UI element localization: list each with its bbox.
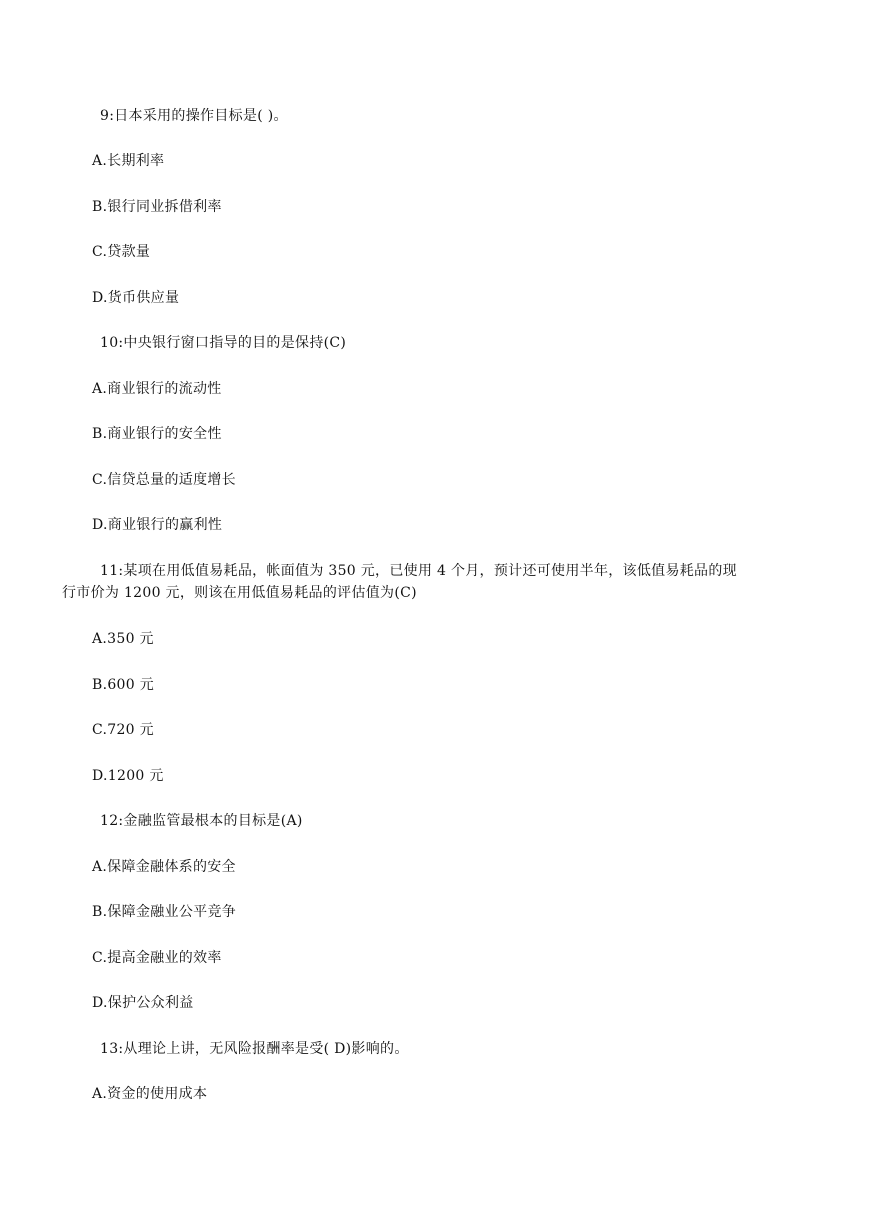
- question-12-option-d: D.保护公众利益: [92, 995, 194, 1011]
- question-13-stem: 13:从理论上讲，无风险报酬率是受( D)影响的。: [100, 1041, 409, 1057]
- question-13-option-a: A.资金的使用成本: [92, 1086, 208, 1102]
- question-11-stem-line-2: 行市价为 1200 元，则该在用低值易耗品的评估值为(C): [62, 585, 417, 601]
- question-10-stem: 10:中央银行窗口指导的目的是保持(C): [100, 335, 347, 351]
- question-10-option-a: A.商业银行的流动性: [92, 381, 222, 397]
- question-11-option-c: C.720 元: [92, 722, 154, 738]
- question-11-option-d: D.1200 元: [92, 768, 164, 784]
- question-12-option-b: B.保障金融业公平竞争: [92, 904, 237, 920]
- question-12-option-c: C.提高金融业的效率: [92, 950, 222, 966]
- question-9-option-d: D.货币供应量: [92, 290, 180, 306]
- question-10-option-d: D.商业银行的赢利性: [92, 517, 223, 533]
- question-10-option-c: C.信贷总量的适度增长: [92, 472, 236, 488]
- question-12-stem: 12:金融监管最根本的目标是(A): [100, 813, 303, 829]
- question-9-option-a: A.长期利率: [92, 153, 165, 169]
- question-11-option-a: A.350 元: [92, 631, 154, 647]
- question-9-option-b: B.银行同业拆借利率: [92, 199, 222, 215]
- question-9-stem: 9:日本采用的操作目标是( )。: [100, 108, 288, 124]
- question-9-option-c: C.贷款量: [92, 244, 151, 260]
- question-11-option-b: B.600 元: [92, 677, 155, 693]
- question-12-option-a: A.保障金融体系的安全: [92, 859, 236, 875]
- question-11-stem-line-1: 11:某项在用低值易耗品，帐面值为 350 元，已使用 4 个月，预计还可使用半年，该低值易耗品的现: [100, 563, 737, 579]
- question-10-option-b: B.商业银行的安全性: [92, 426, 222, 442]
